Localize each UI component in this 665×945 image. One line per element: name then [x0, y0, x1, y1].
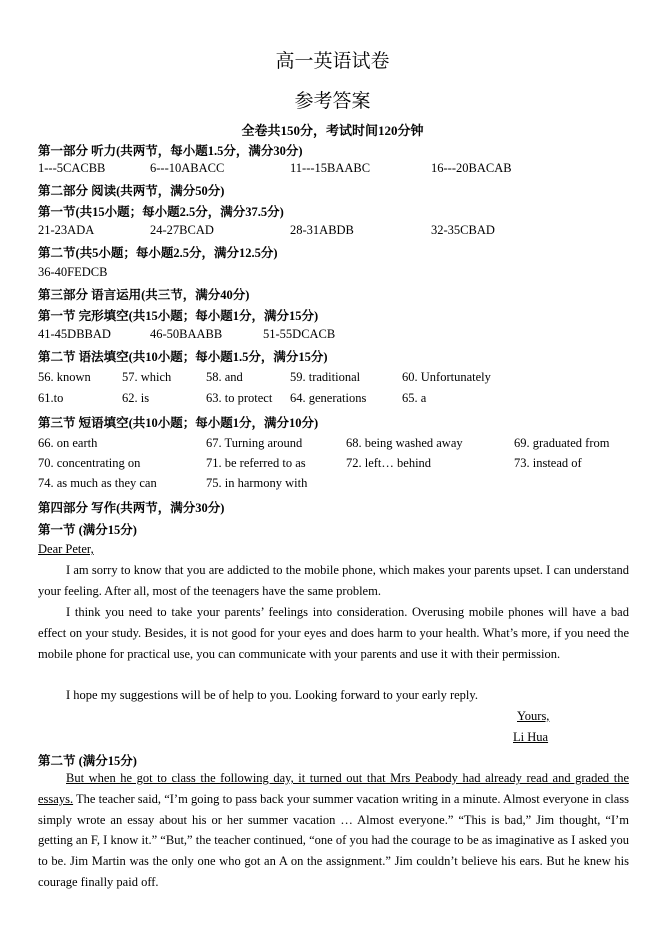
part4-sec2-heading: 第二节 (满分15分) — [38, 754, 137, 768]
letter-paragraph: I think you need to take your parents’ feelings into consideration. Overusing mobile phones will have a bad effect on your study. Besides, it is not good for your eyes and does harm to your health. What’s more, if you need the mobile phone for practical use, you can communicate with your parents and use it with their permission. — [38, 605, 629, 661]
answer-item: 56. known — [38, 370, 91, 384]
part2-sec1-heading: 第一节(共15小题；每小题2.5分，满分37.5分) — [38, 205, 284, 219]
part3-sec2-heading: 第二节 语法填空(共10小题；每小题1.5分，满分15分) — [38, 350, 328, 364]
answer-group: 46-50BAABB — [150, 327, 223, 341]
answer-group: 28-31ABDB — [290, 223, 354, 237]
answer-item: 68. being washed away — [346, 436, 463, 450]
answer-group: 1---5CACBB — [38, 161, 106, 175]
answer-group: 41-45DBBAD — [38, 327, 111, 341]
answer-group: 6---10ABACC — [150, 161, 225, 175]
story-underlined-opening: But when he got to class the following day, it turned out that Mrs Peabody had already read and graded the essays. — [38, 771, 629, 806]
part2-sec2-heading: 第二节(共5小题；每小题2.5分，满分12.5分) — [38, 246, 278, 260]
letter-signature: Li Hua — [513, 730, 549, 744]
answer-item: 67. Turning around — [206, 436, 303, 450]
answer-item: 58. and — [206, 370, 243, 384]
answer-item: 62. is — [122, 391, 150, 405]
answer-item: 71. be referred to as — [206, 456, 306, 470]
part3-sec1-heading: 第一节 完形填空(共15小题；每小题1分，满分15分) — [38, 309, 319, 323]
answer-item: 65. a — [402, 391, 427, 405]
answer-item: 70. concentrating on — [38, 456, 141, 470]
answer-group: 24-27BCAD — [150, 223, 214, 237]
page-subtitle: 参考答案 — [294, 91, 371, 112]
answer-group: 16---20BACAB — [431, 161, 512, 175]
letter-salutation: Dear Peter, — [38, 542, 94, 556]
letter-paragraph: I am sorry to know that you are addicted to the mobile phone, which makes your parents upset. I can understand your feeling. After all, most of the teenagers have the same problem. — [38, 563, 629, 598]
answer-group: 51-55DCACB — [263, 327, 336, 341]
answer-item: 69. graduated from — [514, 436, 610, 450]
part3-sec3-heading: 第三节 短语填空(共10小题；每小题1分，满分10分) — [38, 416, 319, 430]
answer-item: 75. in harmony with — [206, 476, 308, 490]
part2-heading: 第二部分 阅读(共两节，满分50分) — [38, 184, 225, 198]
part1-heading: 第一部分 听力(共两节，每小题1.5分，满分30分) — [38, 144, 303, 158]
answer-item: 60. Unfortunately — [402, 370, 491, 384]
letter-paragraph: I hope my suggestions will be of help to you. Looking forward to your early reply. — [66, 688, 478, 702]
answer-item: 61.to — [38, 391, 64, 405]
answer-item: 74. as much as they can — [38, 476, 157, 490]
letter-closing: Yours, — [517, 709, 550, 723]
exam-info: 全卷共150分，考试时间120分钟 — [241, 123, 424, 138]
part4-heading: 第四部分 写作(共两节，满分30分) — [38, 501, 225, 515]
answer-item: 64. generations — [290, 391, 367, 405]
answer-item: 63. to protect — [206, 391, 273, 405]
answer-item: 66. on earth — [38, 436, 98, 450]
part3-heading: 第三部分 语言运用(共三节，满分40分) — [38, 288, 250, 302]
answer-item: 72. left… behind — [346, 456, 432, 470]
answer-item: 73. instead of — [514, 456, 582, 470]
page-title: 高一英语试卷 — [275, 51, 390, 72]
answer-item: 57. which — [122, 370, 172, 384]
answer-item: 59. traditional — [290, 370, 361, 384]
story-text: The teacher said, “I’m going to pass back your summer vacation writing in a minute. Almost everyone in class simply wrote an essay about his or her summer vacation … Almost everyone.” “This is bad,” Jim thought, “I’m getting an F, I know it.” “But,” the teacher continued, “one of you had the courage to be as imaginative as I asked you to be. Jim Martin was the only one who got an A on the assignment.” Jim couldn’t believe his ears. But he knew his courage finally paid off. — [38, 791, 629, 889]
part4-sec1-heading: 第一节 (满分15分) — [38, 523, 137, 537]
answer-group: 32-35CBAD — [431, 223, 495, 237]
story-paragraph — [38, 768, 629, 893]
answer-group: 36-40FEDCB — [38, 265, 108, 279]
answer-group: 11---15BAABC — [290, 161, 371, 175]
answer-group: 21-23ADA — [38, 223, 95, 237]
